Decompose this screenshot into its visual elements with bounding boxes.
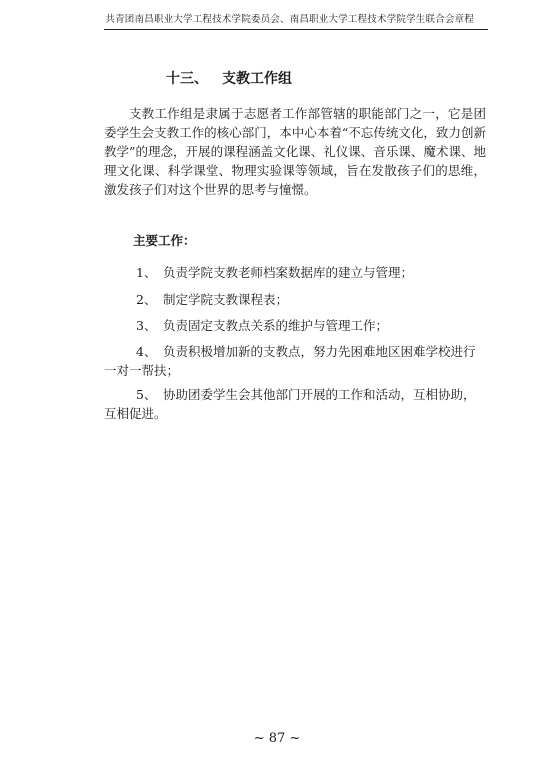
intro-paragraph: 支教工作组是隶属于志愿者工作部管辖的职能部门之一，它是团委学生会支教工作的核心部门，本中心本着“不忘传统文化，致力创新教学”的理念，开展的课程涵盖文化课、礼仪课、音乐课、魔术课、地理文化课、科学课堂、物理实验课等领域，旨在发散孩子们的思维，激发孩子们对这个世界的思考与憧憬。 [104, 106, 486, 197]
task-number: 1、 [136, 265, 157, 280]
task-text: 负责固定支教点关系的维护与管理工作； [163, 318, 389, 333]
main-work-heading: 主要工作： [133, 233, 196, 248]
task-item [104, 385, 486, 423]
section-number: 十三、 [166, 71, 208, 87]
task-text: 制定学院支教课程表； [163, 292, 289, 307]
page-number: ~ 87 ~ [253, 731, 301, 746]
section-title [166, 68, 292, 88]
task-number: 4、 [136, 344, 157, 359]
task-number: 2、 [136, 292, 157, 307]
running-header: 共青团南昌职业大学工程技术学院委员会、南昌职业大学工程技术学院学生联合会章程 [105, 14, 474, 25]
task-item [104, 316, 518, 335]
task-text: 负责学院支教老师档案数据库的建立与管理； [163, 265, 414, 280]
task-text: 负责积极增加新的支教点，努力先困难地区困难学校进行一对一帮扶； [104, 344, 476, 378]
header-rule [104, 29, 488, 30]
task-number: 5、 [136, 387, 157, 402]
task-item [104, 290, 518, 309]
section-title-text: 支教工作组 [222, 71, 292, 87]
task-item [104, 342, 486, 380]
task-item [104, 263, 518, 282]
task-text: 协助团委学生会其他部门开展的工作和活动，互相协助，互相促进。 [104, 387, 476, 421]
task-number: 3、 [136, 318, 157, 333]
